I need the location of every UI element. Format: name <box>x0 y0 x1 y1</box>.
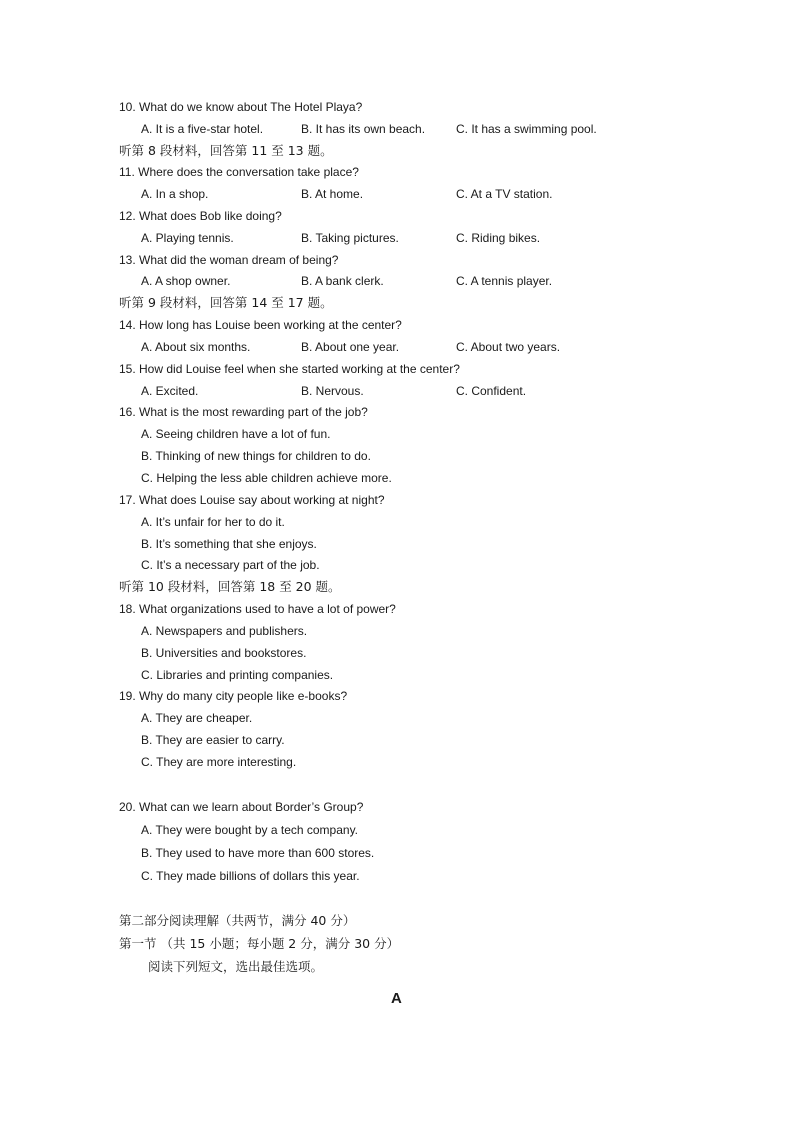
question-18-option-a: A. Newspapers and publishers. <box>141 624 308 638</box>
question-11-option-b: B. At home. <box>301 187 364 201</box>
question-13-stem: 13. What did the woman dream of being? <box>119 253 339 267</box>
part-2-section-1-heading: 第一节 （共 15 小题；每小题 2 分，满分 30 分） <box>119 936 400 951</box>
question-19-option-b: B. They are easier to carry. <box>141 733 285 747</box>
question-17-option-a: A. It’s unfair for her to do it. <box>141 515 285 529</box>
question-17-stem: 17. What does Louise say about working at night? <box>119 493 385 507</box>
question-14-stem: 14. How long has Louise been working at the center? <box>119 318 402 332</box>
question-15-option-a: A. Excited. <box>141 384 199 398</box>
question-18-option-c: C. Libraries and printing companies. <box>141 668 334 682</box>
question-13-option-b: B. A bank clerk. <box>301 274 384 288</box>
question-10-stem: 10. What do we know about The Hotel Playa? <box>119 100 363 114</box>
question-19-option-c: C. They are more interesting. <box>141 755 297 769</box>
question-10-option-b: B. It has its own beach. <box>301 122 426 136</box>
question-10-option-a: A. It is a five-star hotel. <box>141 122 264 136</box>
question-13-option-c: C. A tennis player. <box>456 274 553 288</box>
passage-label: A <box>391 990 402 1007</box>
section-9-heading: 听第 9 段材料，回答第 14 至 17 题。 <box>119 295 333 310</box>
question-19-stem: 19. Why do many city people like e-books? <box>119 689 348 703</box>
question-17-option-c: C. It’s a necessary part of the job. <box>141 558 320 572</box>
question-15-option-b: B. Nervous. <box>301 384 364 398</box>
reading-instruction: 阅读下列短文，选出最佳选项。 <box>148 959 324 974</box>
question-16-option-c: C. Helping the less able children achieve more. <box>141 471 392 485</box>
question-20-option-b: B. They used to have more than 600 stores. <box>141 846 375 860</box>
question-10-option-c: C. It has a swimming pool. <box>456 122 597 136</box>
question-20-option-a: A. They were bought by a tech company. <box>141 823 359 837</box>
question-17-option-b: B. It’s something that she enjoys. <box>141 537 317 551</box>
question-18-option-b: B. Universities and bookstores. <box>141 646 307 660</box>
question-20-stem: 20. What can we learn about Border’s Group? <box>119 800 364 814</box>
question-14-option-c: C. About two years. <box>456 340 561 354</box>
question-19-option-a: A. They are cheaper. <box>141 711 253 725</box>
question-14-option-b: B. About one year. <box>301 340 400 354</box>
question-20-option-c: C. They made billions of dollars this year. <box>141 869 360 883</box>
question-15-option-c: C. Confident. <box>456 384 527 398</box>
question-12-stem: 12. What does Bob like doing? <box>119 209 282 223</box>
question-11-option-a: A. In a shop. <box>141 187 209 201</box>
question-16-option-b: B. Thinking of new things for children to do. <box>141 449 371 463</box>
question-13-option-a: A. A shop owner. <box>141 274 231 288</box>
question-12-option-b: B. Taking pictures. <box>301 231 399 245</box>
question-14-option-a: A. About six months. <box>141 340 251 354</box>
question-16-stem: 16. What is the most rewarding part of the job? <box>119 405 368 419</box>
question-16-option-a: A. Seeing children have a lot of fun. <box>141 427 331 441</box>
section-8-heading: 听第 8 段材料，回答第 11 至 13 题。 <box>119 143 333 158</box>
question-12-option-a: A. Playing tennis. <box>141 231 234 245</box>
section-10-heading: 听第 10 段材料，回答第 18 至 20 题。 <box>119 579 341 594</box>
part-2-heading: 第二部分阅读理解（共两节，满分 40 分） <box>119 913 356 928</box>
question-15-stem: 15. How did Louise feel when she started working at the center? <box>119 362 460 376</box>
question-18-stem: 18. What organizations used to have a lot of power? <box>119 602 396 616</box>
question-11-stem: 11. Where does the conversation take place? <box>119 165 359 179</box>
question-11-option-c: C. At a TV station. <box>456 187 553 201</box>
question-12-option-c: C. Riding bikes. <box>456 231 541 245</box>
